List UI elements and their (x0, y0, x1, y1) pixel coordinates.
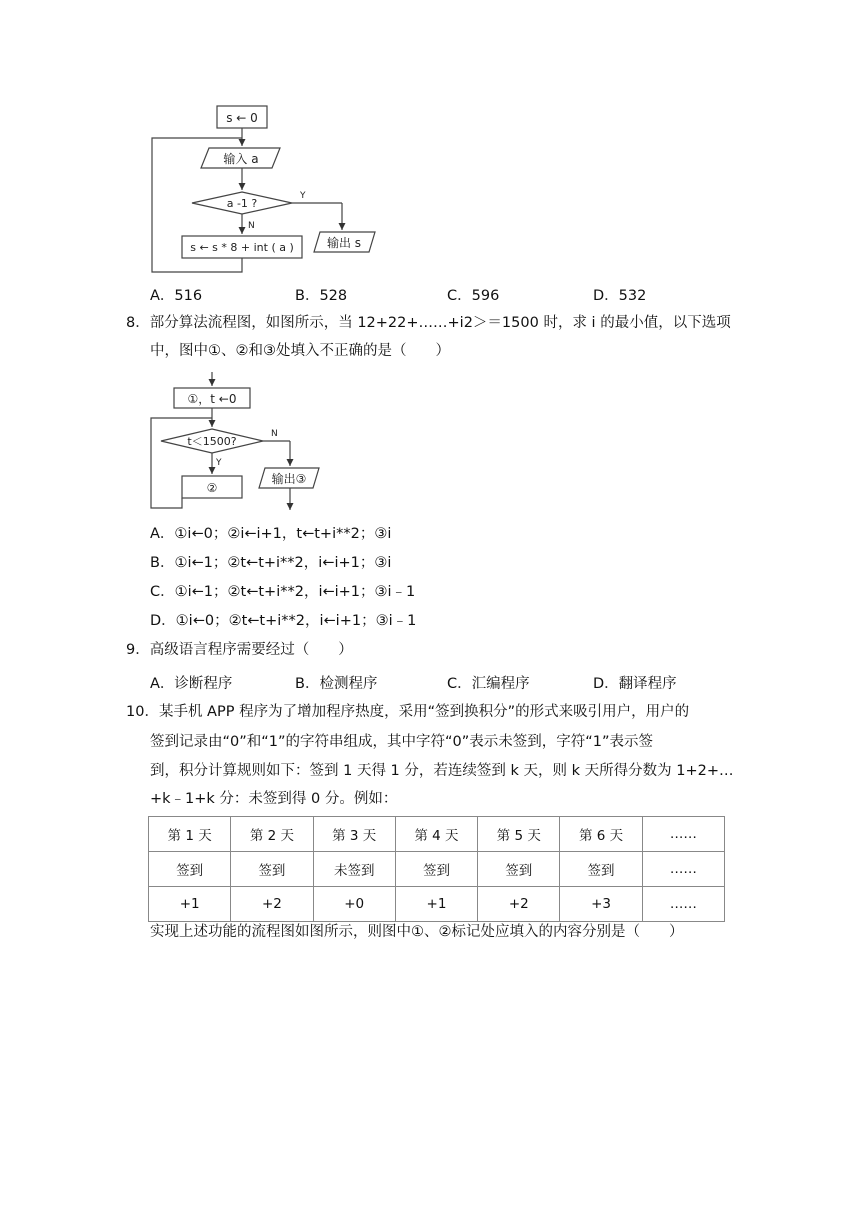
table-cell: +3 (560, 887, 642, 922)
flowchart-1 (140, 100, 400, 280)
table-cell: +1 (395, 887, 477, 922)
flow1-no: N (248, 221, 255, 231)
q7-option-d: D．532 (593, 288, 647, 304)
table-cell: 第 5 天 (478, 817, 560, 852)
q9-option-b: B．检测程序 (295, 676, 378, 692)
sign-in-score-table (148, 816, 725, 922)
q7-option-c: C．596 (447, 288, 500, 304)
table-cell: +2 (231, 887, 313, 922)
q10-stem-line1: 10．某手机 APP 程序为了增加程序热度，采用“签到换积分”的形式来吸引用户，用户的 (126, 704, 690, 720)
table-cell: …… (642, 817, 724, 852)
flow2-output: 输出③ (271, 472, 307, 486)
flow1-output: 输出 s (326, 236, 362, 250)
table-row (149, 817, 725, 852)
table-cell: +1 (149, 887, 231, 922)
q8-option-a: A．①i←0；②i←i+1，t←t+i**2；③i (150, 526, 392, 542)
q10-stem-line2: 签到记录由“0”和“1”的字符串组成，其中字符“0”表示未签到，字符“1”表示签 (150, 734, 653, 750)
table-cell: 第 2 天 (231, 817, 313, 852)
q9-option-a: A．诊断程序 (150, 676, 233, 692)
table-row (149, 887, 725, 922)
q8-option-d: D．①i←0；②t←t+i**2，i←i+1；③i﹣1 (150, 613, 417, 629)
table-cell: 签到 (231, 852, 313, 887)
table-cell: 签到 (478, 852, 560, 887)
flow1-cond: a -1 ? (226, 197, 258, 210)
flow2-cond: t＜1500? (187, 435, 237, 448)
flowchart-2 (145, 370, 345, 515)
table-cell: 第 1 天 (149, 817, 231, 852)
q8-stem-line2: 中，图中①、②和③处填入不正确的是（ ） (150, 343, 450, 359)
q7-option-a: A．516 (150, 288, 203, 304)
table-cell: +2 (478, 887, 560, 922)
flow1-process: s ← s * 8 + int ( a ) (190, 241, 294, 254)
table-row (149, 852, 725, 887)
q9-option-d: D．翻译程序 (593, 676, 677, 692)
table-cell: …… (642, 852, 724, 887)
q9-option-c: C．汇编程序 (447, 676, 530, 692)
q8-stem-line1: 8．部分算法流程图，如图所示，当 12+22+……+i2＞＝1500 时，求 i 的最小值，以下选项 (126, 315, 731, 331)
flow2-no: N (271, 429, 278, 439)
q7-option-b: B．528 (295, 288, 348, 304)
table-cell: 签到 (395, 852, 477, 887)
table-cell: 签到 (149, 852, 231, 887)
q8-option-c: C．①i←1；②t←t+i**2，i←i+1；③i﹣1 (150, 584, 416, 600)
flow2-process: ② (206, 481, 218, 495)
table-cell: 第 3 天 (313, 817, 395, 852)
table-cell: +0 (313, 887, 395, 922)
q10-after-text: 实现上述功能的流程图如图所示，则图中①、②标记处应填入的内容分别是（ ） (150, 924, 684, 940)
flow2-init: ①，t ←0 (187, 392, 237, 406)
table-cell: 第 6 天 (560, 817, 642, 852)
flow2-yes: Y (216, 458, 222, 468)
q8-option-b: B．①i←1；②t←t+i**2，i←i+1；③i (150, 555, 392, 571)
table-cell: 签到 (560, 852, 642, 887)
table-cell: 第 4 天 (395, 817, 477, 852)
q10-stem-line3: 到，积分计算规则如下：签到 1 天得 1 分，若连续签到 k 天，则 k 天所得分数为 1+2+… (150, 763, 734, 779)
q10-stem-line4: +k﹣1+k 分：未签到得 0 分。例如： (150, 791, 398, 807)
table-cell: …… (642, 887, 724, 922)
flow1-yes: Y (300, 191, 306, 201)
flow1-input: 输入 a (223, 152, 259, 166)
flow1-init: s ← 0 (226, 111, 258, 125)
table-cell: 未签到 (313, 852, 395, 887)
q9-stem: 9．高级语言程序需要经过（ ） (126, 642, 353, 658)
